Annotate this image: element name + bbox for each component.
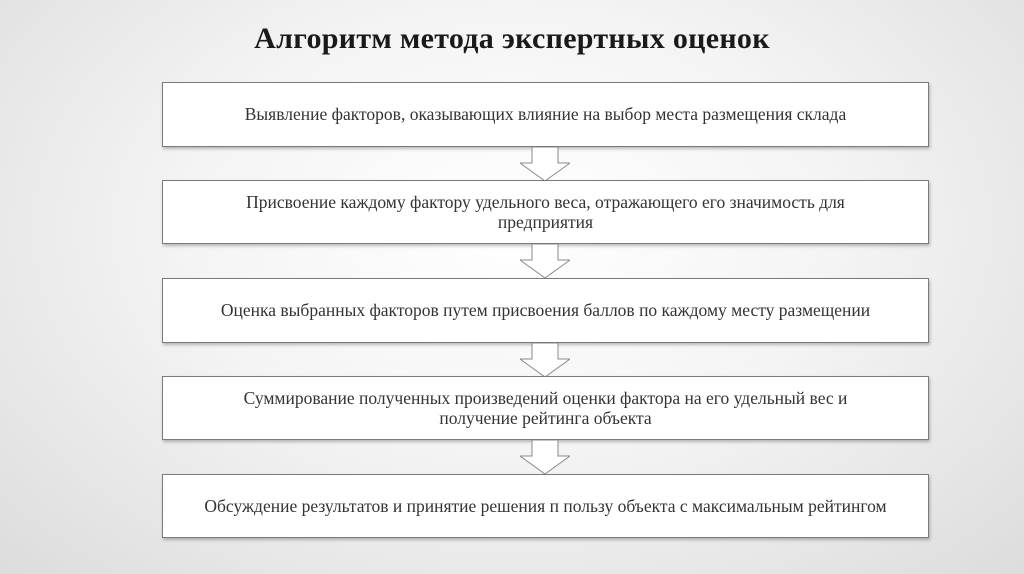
step-4-box (162, 376, 929, 440)
down-arrow-icon (520, 440, 570, 474)
down-arrow-icon (520, 147, 570, 181)
step-5-text: Обсуждение результатов и принятие решения п пользу объекта с максимальным рейтингом (204, 495, 887, 516)
down-arrow-icon (520, 244, 570, 278)
step-3-text: Оценка выбранных факторов путем присвоения баллов по каждому месту размещении (220, 300, 871, 321)
step-1-box (162, 82, 929, 147)
page-title: Алгоритм метода экспертных оценок (254, 22, 770, 55)
step-3-box (162, 278, 929, 343)
down-arrow-icon (520, 343, 570, 377)
step-1-text: Выявление факторов, оказывающих влияние на выбор места размещения склада (244, 104, 847, 125)
step-2-text: Присвоение каждому фактору удельного веса, отражающего его значимость для предприятия (246, 191, 845, 232)
step-2-box (162, 180, 929, 244)
step-4-text: Суммирование полученных произведений оценки фактора на его удельный вес и получение рейтинга объекта (243, 387, 848, 428)
step-5-box (162, 474, 929, 538)
